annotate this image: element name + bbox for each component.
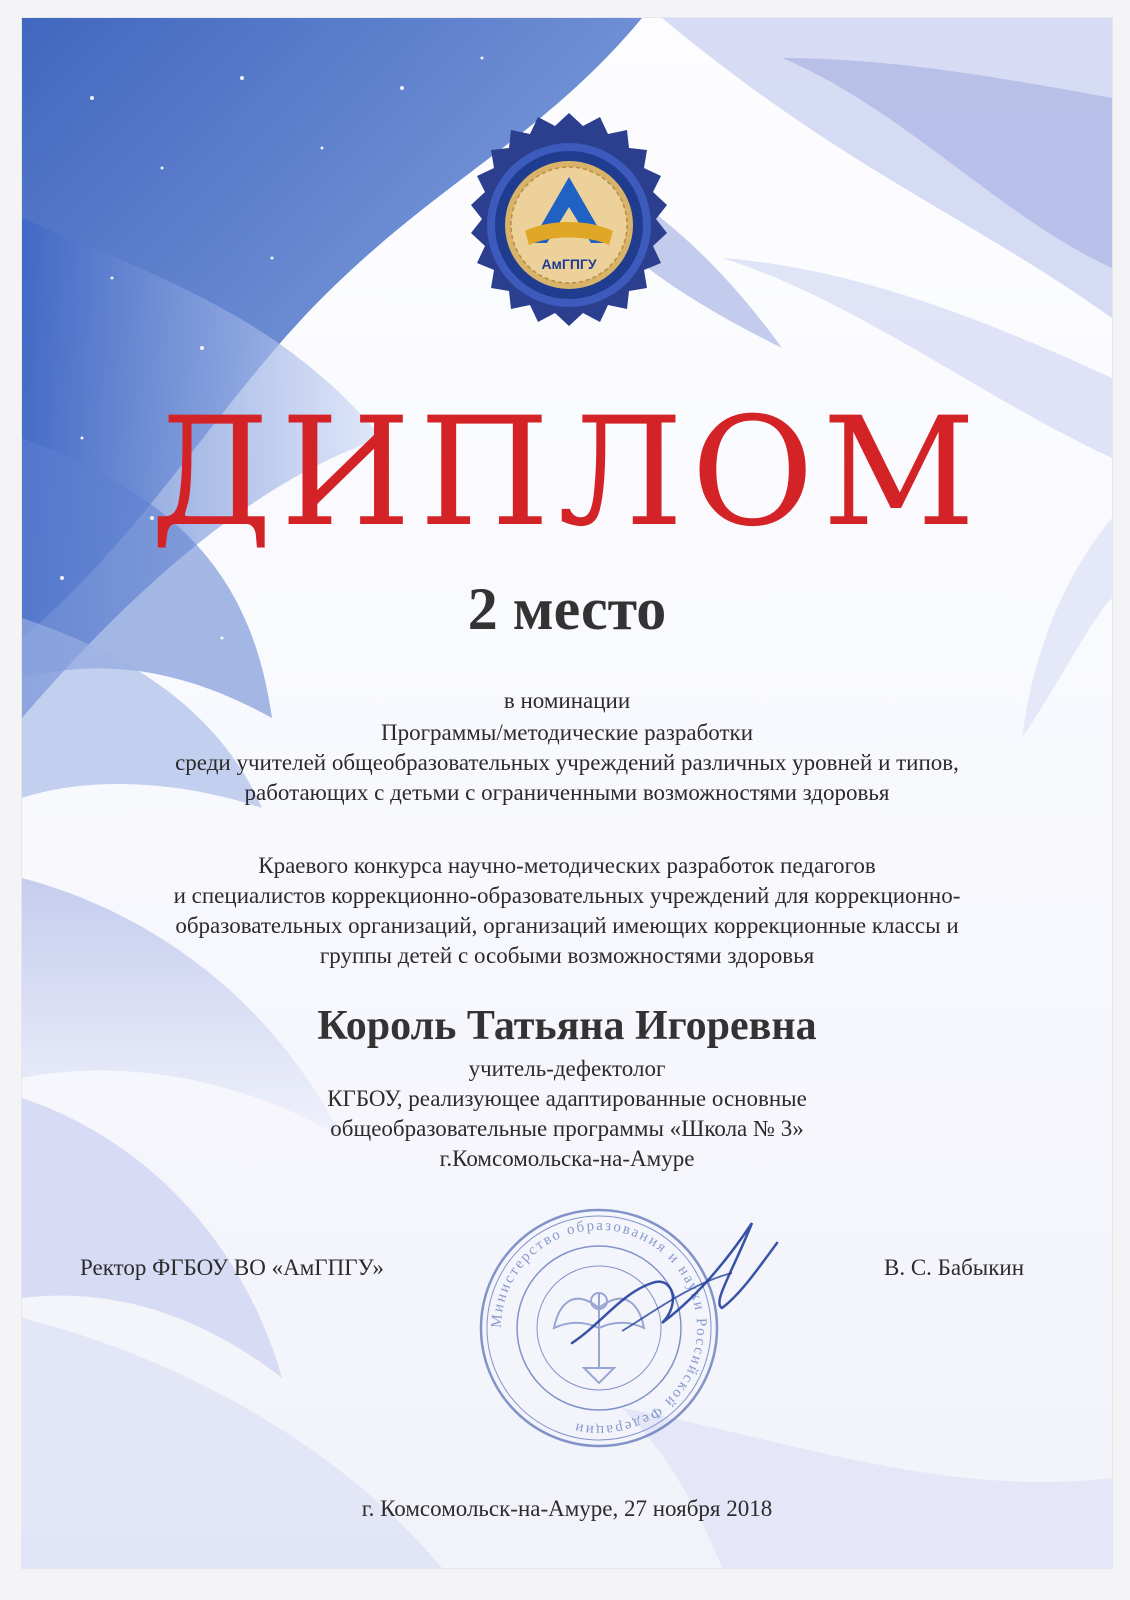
recipient-line: общеобразовательные программы «Школа № 3» [330, 1116, 804, 1141]
recipient-line: КГБОУ, реализующее адаптированные основные [327, 1086, 807, 1111]
nomination-line: Программы/методические разработки [381, 720, 753, 745]
nomination-line: среди учителей общеобразовательных учреждений различных уровней и типов, [175, 750, 959, 775]
nomination-text [22, 718, 1112, 808]
nomination-label: в номинации [503, 688, 631, 713]
place-and-date: г. Комсомольск-на-Амуре, 27 ноября 2018 [361, 1496, 773, 1521]
recipient-line: учитель-дефектолог [468, 1056, 666, 1081]
signature-graphic [562, 1213, 782, 1363]
diploma-sheet [22, 18, 1112, 1568]
signatory-title: Ректор ФГБОУ ВО «АмГПГУ» [80, 1255, 384, 1280]
stamp-ring-textpath: Министерство образования и науки Российской Федерации [488, 1217, 710, 1439]
place-heading: 2 место [467, 576, 667, 642]
recipient-name: Король Татьяна Игоревна [317, 1003, 817, 1049]
contest-line: и специалистов коррекционно-образовательных учреждений для коррекционно- [173, 883, 961, 908]
recipient-details [22, 1054, 1112, 1174]
signatory-name: В. С. Бабыкин [884, 1255, 1025, 1280]
emblem-label: АмГПГУ [541, 256, 597, 272]
university-emblem-seal [454, 110, 684, 340]
nomination-line: работающих с детьми с ограниченными возможностями здоровья [244, 780, 890, 805]
recipient-line: г.Комсомольска-на-Амуре [439, 1146, 695, 1171]
contest-line: образовательных организаций, организаций имеющих коррекционные классы и [175, 913, 959, 938]
contest-line: Краевого конкурса научно-методических разработок педагогов [258, 853, 876, 878]
contest-line: группы детей с особыми возможностями здоровья [319, 943, 815, 968]
diploma-title: ДИПЛОМ [150, 386, 984, 560]
contest-text [22, 851, 1112, 971]
